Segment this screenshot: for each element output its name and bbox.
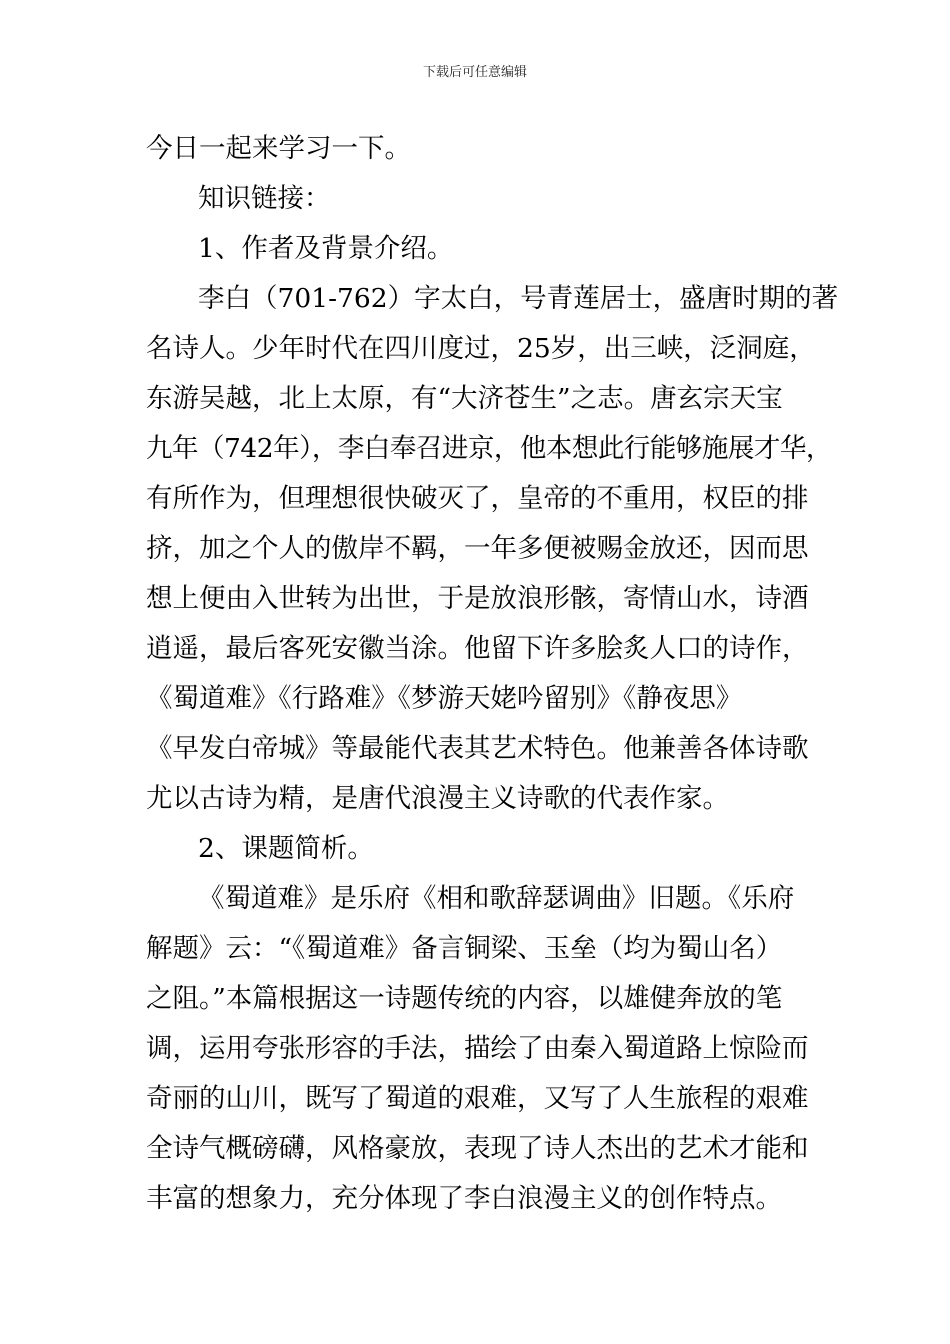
paragraph-line: 李白（701-762）字太白，号青莲居士，盛唐时期的著 <box>198 283 839 314</box>
paragraph-line: 全诗气概磅礴，风格豪放，表现了诗人杰出的艺术才能和 <box>146 1133 809 1164</box>
paragraph-line: 有所作为，但理想很快破灭了，皇帝的不重用，权臣的排 <box>146 483 809 514</box>
paragraph-line: 《蜀道难》《行路难》《梦游天姥吟留别》《静夜思》 <box>146 683 743 714</box>
section-heading: 1、作者及背景介绍。 <box>198 233 454 264</box>
section-heading: 2、课题简析。 <box>198 833 374 864</box>
paragraph-line: 今日一起来学习一下。 <box>146 133 411 164</box>
paragraph-line: 九年（742年），李白奉召进京，他本想此行能够施展才华， <box>146 433 832 464</box>
paragraph-line: 调，运用夸张形容的手法，描绘了由秦入蜀道路上惊险而 <box>146 1033 809 1064</box>
paragraph-line: 之阻。”本篇根据这一诗题传统的内容，以雄健奔放的笔 <box>146 983 783 1014</box>
paragraph-line: 解题》云：“《蜀道难》备言铜梁、玉垒（均为蜀山名） <box>146 933 783 964</box>
paragraph-line: 东游吴越，北上太原，有“大济苍生”之志。唐玄宗天宝 <box>146 383 783 414</box>
paragraph-line: 逍遥，最后客死安徽当涂。他留下许多脍炙人口的诗作， <box>146 633 809 664</box>
paragraph-line: 《早发白帝城》等最能代表其艺术特色。他兼善各体诗歌 <box>146 733 809 764</box>
paragraph-line: 想上便由入世转为出世，于是放浪形骸，寄情山水，诗酒 <box>146 583 809 614</box>
section-heading: 知识链接： <box>198 183 331 214</box>
page-header: 下载后可任意编辑 <box>422 65 527 80</box>
paragraph-line: 《蜀道难》是乐府《相和歌辞瑟调曲》旧题。《乐府 <box>198 883 795 914</box>
paragraph-line: 奇丽的山川，既写了蜀道的艰难，又写了人生旅程的艰难 <box>146 1083 809 1114</box>
paragraph-line: 名诗人。少年时代在四川度过，25岁，出三峡，泛洞庭， <box>146 333 816 364</box>
paragraph-line: 丰富的想象力，充分体现了李白浪漫主义的创作特点。 <box>146 1183 782 1214</box>
paragraph-line: 挤，加之个人的傲岸不羁，一年多便被赐金放还，因而思 <box>146 533 809 564</box>
paragraph-line: 尤以古诗为精，是唐代浪漫主义诗歌的代表作家。 <box>146 783 729 814</box>
document-body <box>146 124 839 1224</box>
